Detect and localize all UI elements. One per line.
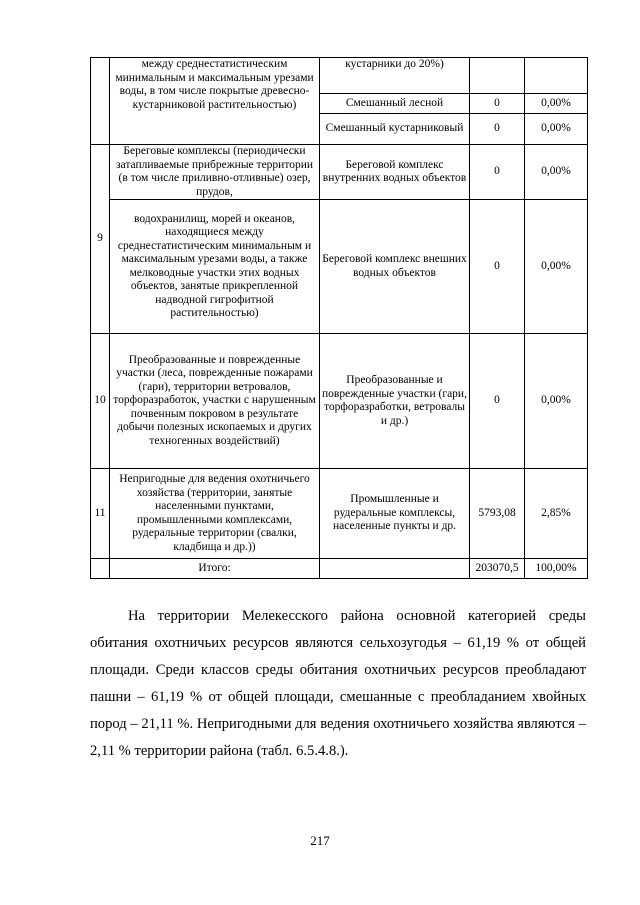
area-cell: 0 [470, 200, 525, 334]
category-description-cell: Преобразованные и поврежденные участки (леса, поврежденные пожарами (гари), территории ветровалов, торфоразработок, участки с нарушенным почвенным покровом в результате добычи полезных ископаемых и других техногенных воздействий) [110, 334, 320, 469]
table-row [91, 200, 588, 334]
share-cell: 0,00% [525, 145, 588, 200]
area-cell: 0 [470, 114, 525, 145]
habitat-type-cell: Промышленные и рудеральные комплексы, населенные пункты и др. [320, 469, 470, 559]
summary-paragraph: На территории Мелекесского района основной категорией среды обитания охотничьих ресурсов являются сельхозугодья – 61,19 % от общей площади. Среди классов среды обитания охотничьих ресурсов преобладают пашни – 61,19 % от общей площади, смешанные с преобладанием хвойных пород – 21,11 %. Непригодными для ведения охотничьего хозяйства являются – 2,11 % территории района (табл. 6.5.4.8.). [90, 608, 586, 759]
share-cell: 0,00% [525, 200, 588, 334]
habitat-type-cell: Смешанный кустарниковый [320, 114, 470, 145]
total-label-cell: Итого: [110, 559, 320, 579]
share-cell: 2,85% [525, 469, 588, 559]
share-cell [525, 58, 588, 94]
habitat-type-cell [320, 559, 470, 579]
habitat-table [90, 57, 588, 579]
share-cell: 0,00% [525, 114, 588, 145]
area-cell: 5793,08 [470, 469, 525, 559]
habitat-type-cell: Береговой комплекс внешних водных объектов [320, 200, 470, 334]
category-description-cell: Береговые комплексы (периодически затапливаемые прибрежные территории (в том числе приливно-отливные) озер, прудов, [110, 145, 320, 200]
share-cell: 0,00% [525, 94, 588, 114]
category-description-cell: между среднестатистическим минимальным и максимальным урезами воды, в том числе покрытые древесно-кустарниковой растительностью) [110, 58, 320, 145]
category-description-cell: водохранилищ, морей и океанов, находящиеся между среднестатистическим минимальным и максимальным урезами воды, а также мелководные участки этих водных объектов, занятые прикрепленной надводной гигрофитной растительностью) [110, 200, 320, 334]
category-description-cell: Непригодные для ведения охотничьего хозяйства (территории, занятые населенными пунктами, промышленными комплексами, рудеральные территории (свалки, кладбища и др.)) [110, 469, 320, 559]
row-number-cell [91, 58, 110, 145]
area-cell: 0 [470, 145, 525, 200]
row-number-cell: 10 [91, 334, 110, 469]
table-row [91, 469, 588, 559]
total-area-cell: 203070,5 [470, 559, 525, 579]
total-share-cell: 100,00% [525, 559, 588, 579]
table-total-row [91, 559, 588, 579]
area-cell [470, 58, 525, 94]
row-number-cell: 9 [91, 145, 110, 334]
habitat-type-cell: Береговой комплекс внутренних водных объектов [320, 145, 470, 200]
habitat-type-cell: кустарники до 20%) [320, 58, 470, 94]
area-cell: 0 [470, 94, 525, 114]
table-row [91, 58, 588, 94]
row-number-cell [91, 559, 110, 579]
page-number: 217 [310, 833, 330, 848]
table-row [91, 334, 588, 469]
share-cell: 0,00% [525, 334, 588, 469]
table-row [91, 145, 588, 200]
habitat-type-cell: Преобразованные и поврежденные участки (гари, торфоразработки, ветровалы и др.) [320, 334, 470, 469]
row-number-cell: 11 [91, 469, 110, 559]
habitat-type-cell: Смешанный лесной [320, 94, 470, 114]
area-cell: 0 [470, 334, 525, 469]
